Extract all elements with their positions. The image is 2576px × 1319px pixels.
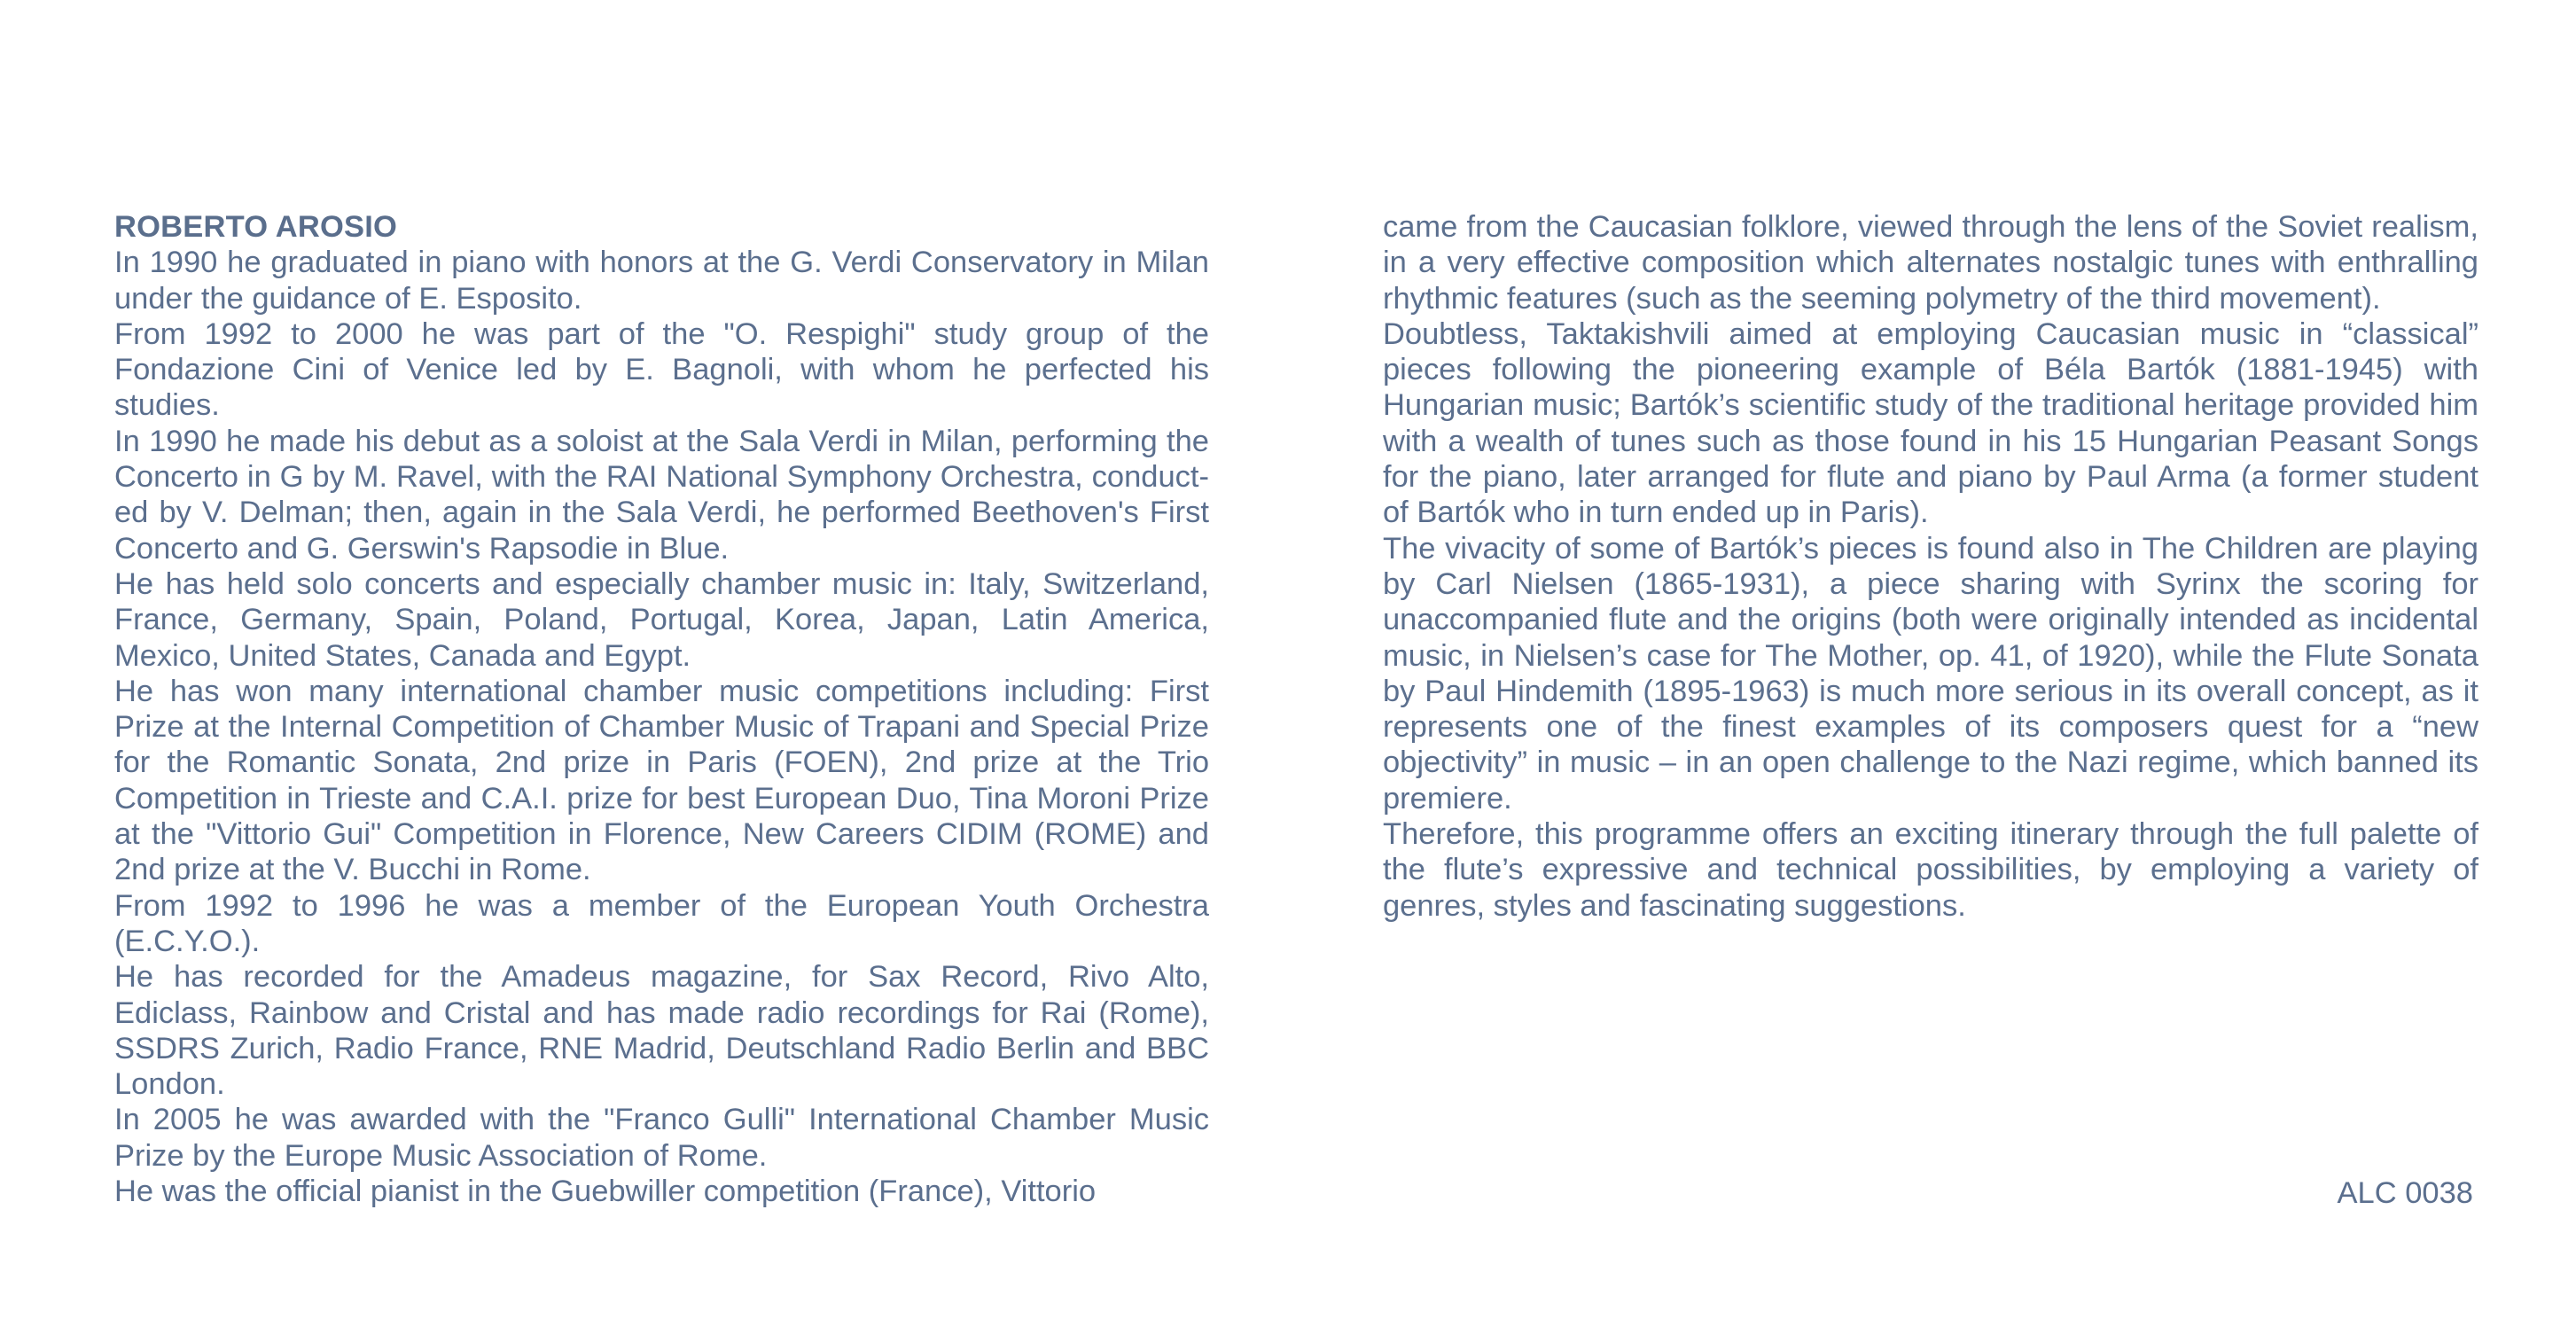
left-column bbox=[114, 209, 1209, 1209]
paragraph: came from the Caucasian folklore, viewed through the lens of the Soviet realism, in a very effective composition which alternates nostalgic tunes with enthralling rhythmic features (such as the seeming polymetry of the third movement). bbox=[1383, 210, 2478, 316]
paragraph: From 1992 to 2000 he was part of the "O. Respighi" study group of the Fondazione Cini of Venice led by E. Bagnoli, with whom he perfected his studies. bbox=[114, 316, 1209, 423]
paragraph: In 1990 he graduated in piano with honors at the G. Verdi Conservatory in Milan under the guidance of E. Esposito. bbox=[114, 246, 1209, 316]
paragraph: He has recorded for the Amadeus magazine, for Sax Record, Rivo Alto, Ediclass, Rainbow and Cristal and has made radio recordings for Rai (Rome), SSDRS Zurich, Radio France, RNE Madrid, Deutschland Radio Berlin and BBC London. bbox=[114, 960, 1209, 1102]
paragraph: He has won many international chamber music competitions including: First Prize at the Internal Competition of Chamber Music of Trapani and Special Prize for the Romantic Sonata, 2nd prize in Paris (FOEN), 2nd prize at the Trio Competition in Trieste and C.A.I. prize for best European Duo, Tina Moroni Prize at the "Vittorio Gui" Competition in Florence, New Careers CIDIM (ROME) and 2nd prize at the V. Bucchi in Rome. bbox=[114, 674, 1209, 887]
section-heading: ROBERTO AROSIO bbox=[114, 210, 398, 244]
paragraph: Therefore, this programme offers an exciting itinerary through the full palette of the flute’s expressive and technical possibilities, by employing a variety of genres, styles and fascinating suggestions. bbox=[1383, 817, 2478, 923]
right-column bbox=[1383, 209, 2478, 924]
paragraph: He was the official pianist in the Guebwiller competition (France), Vittorio bbox=[114, 1175, 1097, 1209]
paragraph: In 1990 he made his debut as a soloist at the Sala Verdi in Milan, performing the Concerto in G by M. Ravel, with the RAI National Symphony Orchestra, conducted by V. Delman; then, again in the Sala Verdi, he performed Beethoven's First Concerto and G. Gerswin's Rapsodie in Blue. bbox=[114, 424, 1209, 566]
paragraph: From 1992 to 1996 he was a member of the European Youth Orchestra (E.C.Y.O.). bbox=[114, 888, 1209, 958]
paragraph: In 2005 he was awarded with the "Franco Gulli" International Chamber Music Prize by the Europe Music Association of Rome. bbox=[114, 1103, 1209, 1173]
paragraph: He has held solo concerts and especially chamber music in: Italy, Switzerland, France, Germany, Spain, Poland, Portugal, Korea, Japan, Latin America, Mexico, United States, Canada and Egypt. bbox=[114, 566, 1209, 673]
paragraph: The vivacity of some of Bartók’s pieces is found also in The Children are playing by Carl Nielsen (1865-1931), a piece sharing with Syrinx the scoring for unaccompanied flute and the origins (both were originally intended as incidental music, in Nielsen’s case for The Mother, op. 41, of 1920), while the Flute Sonata by Paul Hindemith (1895-1963) is much more serious in its overall concept, as it represents one of the finest examples of its composers quest for a “new objectivity” in music – in an open challenge to the Nazi regime, which banned its premiere. bbox=[1383, 531, 2478, 816]
paragraph: Doubtless, Taktakishvili aimed at employing Caucasian music in “classical” pieces following the pioneering example of Béla Bartók (1881-1945) with Hungarian music; Bartók’s scientific study of the traditional heritage provided him with a wealth of tunes such as those found in his 15 Hungarian Peasant Songs for the piano, later arranged for flute and piano by Paul Arma (a former student of Bartók who in turn ended up in Paris). bbox=[1383, 316, 2478, 530]
catalog-number: ALC 0038 bbox=[2337, 1176, 2473, 1210]
